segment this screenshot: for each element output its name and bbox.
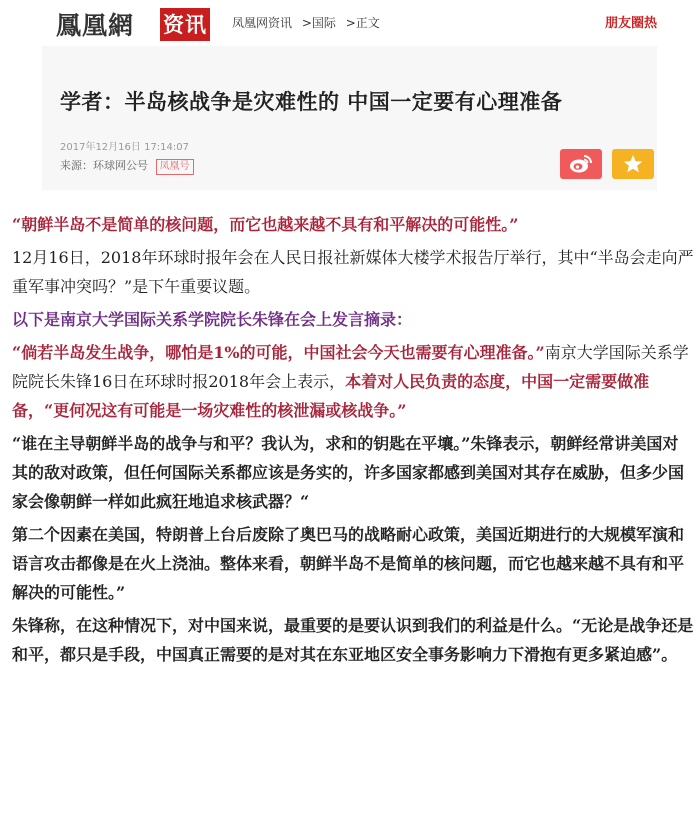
breadcrumb-current: >正文 — [345, 16, 380, 30]
paragraph-intro: 12月16日，2018年环球时报年会在人民日报社新媒体大楼学术报告厅举行，其中“半岛会走向严重军事冲突吗？”是下午重要议题。 — [12, 248, 694, 296]
weibo-share-button[interactable] — [560, 149, 602, 179]
article-header-screenshot — [42, 0, 657, 190]
breadcrumb-home[interactable]: 凤凰网资讯 — [232, 16, 293, 30]
article-source — [60, 157, 194, 175]
site-logo[interactable]: 鳳凰網 — [56, 11, 135, 40]
article-timestamp: 2017年12月16日 17:14:07 — [60, 142, 189, 153]
paragraph-quote-1 — [12, 338, 694, 425]
breadcrumb-international[interactable]: >国际 — [301, 16, 336, 30]
article-body — [12, 210, 694, 673]
site-header — [42, 0, 657, 46]
paragraph-quote-4: 朱锋称，在这种情况下，对中国来说，最重要的是要认识到我们的利益是什么。“无论是战争还是和平，都只是手段，中国真正需要的是对其在东亚地区安全事务影响力下滑抱有更多紧迫感”。 — [12, 616, 694, 664]
paragraph-quote-2: “谁在主导朝鲜半岛的战争与和平？我认为，求和的钥匙在平壤。”朱锋表示，朝鲜经常讲美国对其的敌对政策，但任何国际关系都应该是务实的，许多国家都感到美国对其存在威胁，但多少国家会像朝鲜一样如此疯狂地追求核武器？“ — [12, 434, 685, 511]
breadcrumb — [232, 14, 386, 31]
quote-opening: “倘若半岛发生战争，哪怕是1%的可能，中国社会今天也需要有心理准备。” — [12, 343, 545, 362]
weibo-icon — [569, 154, 593, 174]
favorite-button[interactable] — [612, 149, 654, 179]
paragraph-quote-3: 第二个因素在美国，特朗普上台后废除了奥巴马的战略耐心政策，美国近期进行的大规模军演和语言攻击都像是在火上浇油。整体来看，朝鲜半岛不是简单的核问题，而它也越来越不具有和平解决的可能性。” — [12, 525, 685, 602]
trending-link[interactable]: 朋友圈热 — [604, 16, 657, 31]
channel-label[interactable]: 资讯 — [160, 8, 210, 41]
section-heading: 以下是南京大学国际关系学院院长朱锋在会上发言摘录： — [12, 310, 413, 329]
quote-continuation: 本着对人民负责的态度，中国一定需要做准备，“更何况这有可能是一场灾难性的核泄漏或核战争。” — [12, 372, 650, 420]
source-badge[interactable]: 凤凰号 — [156, 159, 194, 175]
quote-attribution: 南京大学国际关系学院院长朱锋16日在环球时报2018年会上表示， — [12, 343, 689, 391]
star-icon — [623, 154, 643, 174]
article-title: 学者：半岛核战争是灾难性的 中国一定要有心理准备 — [60, 90, 563, 114]
source-label: 来源：环球网公号 — [60, 159, 148, 172]
lead-quote: “朝鲜半岛不是简单的核问题，而它也越来越不具有和平解决的可能性。” — [12, 215, 519, 234]
